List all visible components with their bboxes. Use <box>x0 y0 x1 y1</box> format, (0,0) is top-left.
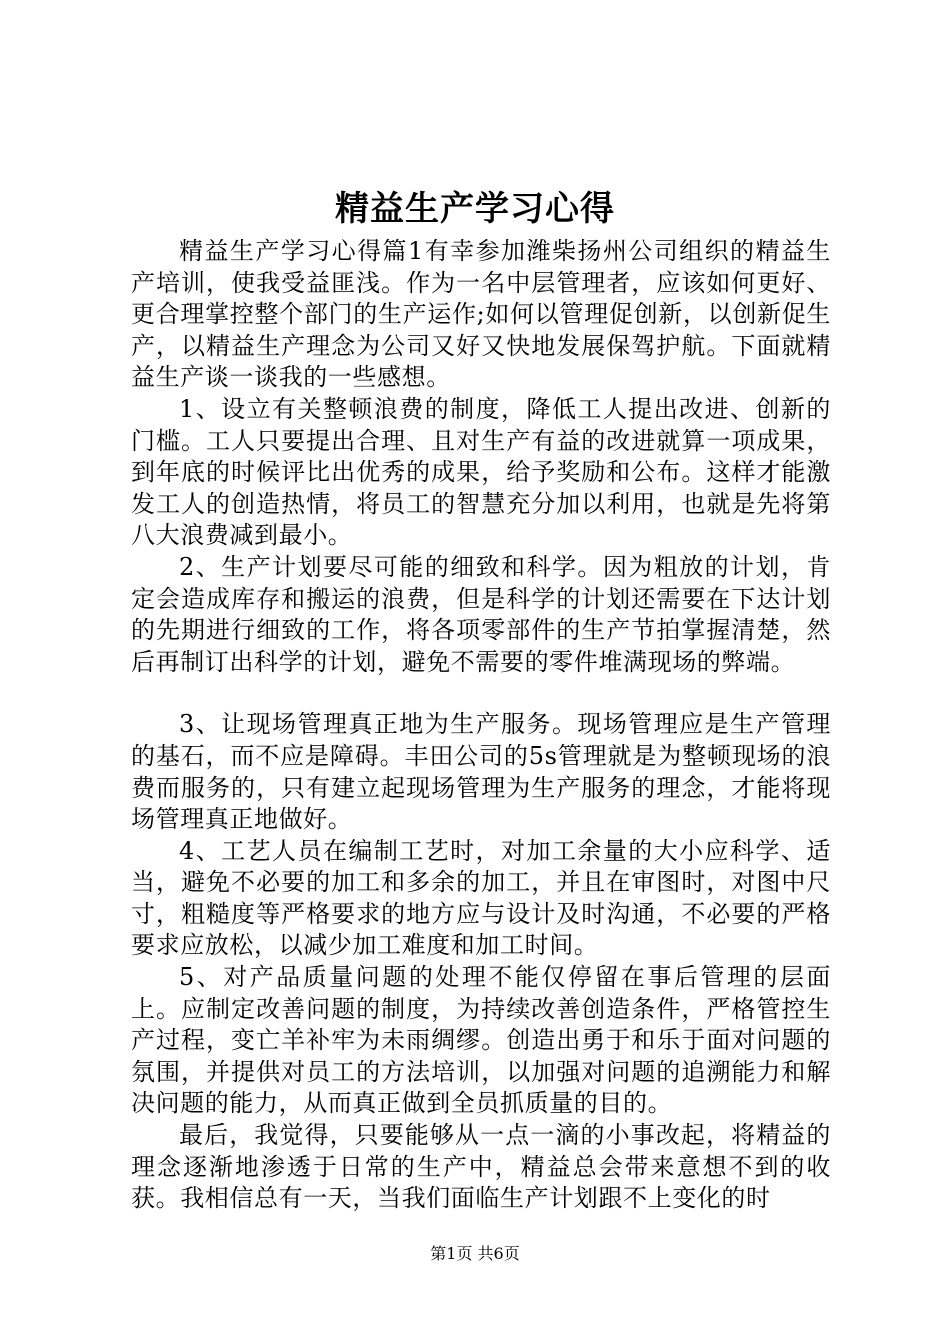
paragraph-point-5: 5、对产品质量问题的处理不能仅停留在事后管理的层面上。应制定改善问题的制度，为持续改善创造条件，严格管控生产过程，变亡羊补牢为未雨绸缪。创造出勇于和乐于面对问题的氛围，并提供对员工的方法培训，以加强对问题的追溯能力和解决问题的能力，从而真正做到全员抓质量的目的。 <box>131 963 831 1118</box>
document-title: 精益生产学习心得 <box>335 189 615 229</box>
page-footer: 第1页 共6页 <box>430 1244 520 1263</box>
document-body <box>131 236 831 1215</box>
paragraph-conclusion: 最后，我觉得，只要能够从一点一滴的小事改起，将精益的理念逐渐地渗透于日常的生产中，精益总会带来意想不到的收获。我相信总有一天，当我们面临生产计划跟不上变化的时 <box>131 1121 831 1213</box>
paragraph-intro: 精益生产学习心得篇1有幸参加潍柴扬州公司组织的精益生产培训，使我受益匪浅。作为一名中层管理者，应该如何更好、更合理掌控整个部门的生产运作;如何以管理促创新，以创新促生产，以精益生产理念为公司又好又快地发展保驾护航。下面就精益生产谈一谈我的一些感想。 <box>131 237 831 392</box>
paragraph-point-4: 4、工艺人员在编制工艺时，对加工余量的大小应科学、适当，避免不必要的加工和多余的加工，并且在审图时，对图中尺寸，粗糙度等严格要求的地方应与设计及时沟通，不必要的严格要求应放松，以减少加工难度和加工时间。 <box>131 836 831 960</box>
paragraph-point-1: 1、设立有关整顿浪费的制度，降低工人提出改进、创新的门槛。工人只要提出合理、且对生产有益的改进就算一项成果，到年底的时候评比出优秀的成果，给予奖励和公布。这样才能激发工人的创造热情，将员工的智慧充分加以利用，也就是先将第八大浪费减到最小。 <box>131 394 831 550</box>
paragraph-point-3: 3、让现场管理真正地为生产服务。现场管理应是生产管理的基石，而不应是障碍。丰田公司的5s管理就是为整顿现场的浪费而服务的，只有建立起现场管理为生产服务的理念，才能将现场管理真正地做好。 <box>131 710 831 834</box>
paragraph-point-2: 2、生产计划要尽可能的细致和科学。因为粗放的计划，肯定会造成库存和搬运的浪费，但是科学的计划还需要在下达计划的先期进行细致的工作，将各项零部件的生产节拍掌握清楚，然后再制订出科学的计划，避免不需要的零件堆满现场的弊端。 <box>131 552 831 676</box>
